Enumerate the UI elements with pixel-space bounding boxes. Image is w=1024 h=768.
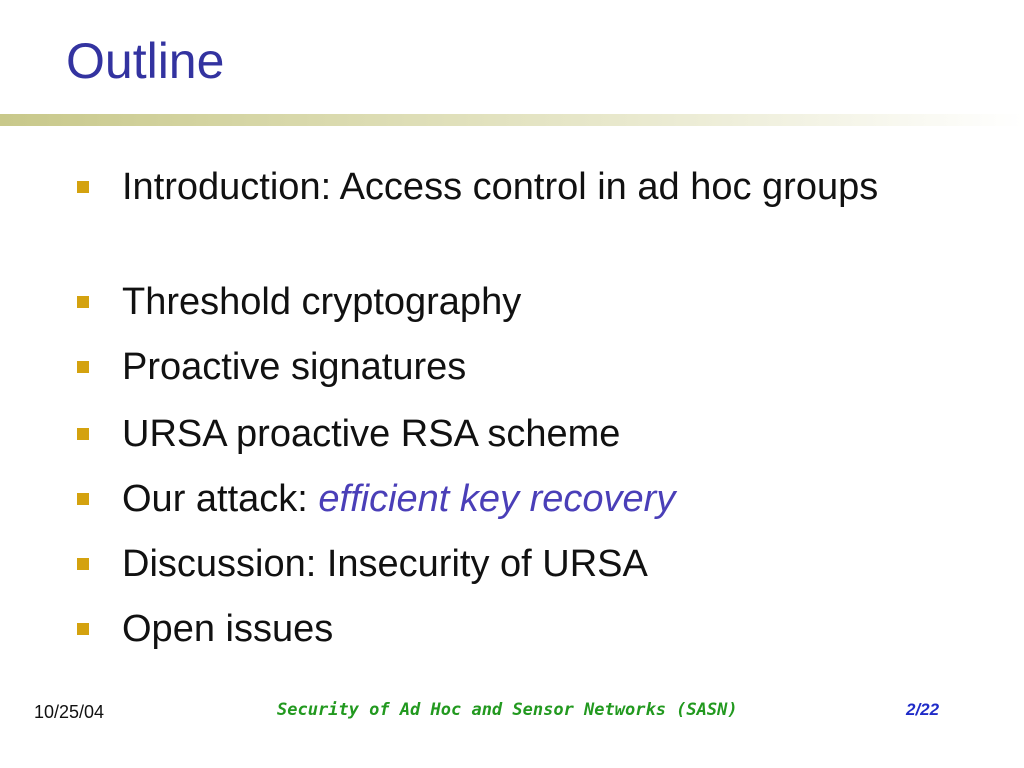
bullet-text-emphasis: efficient key recovery: [318, 478, 676, 520]
square-bullet-icon: [77, 296, 89, 308]
bullet-text: URSA proactive RSA scheme: [122, 413, 621, 455]
bullet-text: Discussion: Insecurity of URSA: [122, 543, 648, 585]
bullet-text: Introduction: Access control in ad hoc groups: [122, 166, 879, 208]
square-bullet-icon: [77, 558, 89, 570]
square-bullet-icon: [77, 181, 89, 193]
footer-title: Security of Ad Hoc and Sensor Networks (SASN): [277, 700, 738, 720]
bullet-text-plain: Our attack:: [122, 478, 319, 520]
bullet-text: Proactive signatures: [122, 346, 467, 388]
square-bullet-icon: [77, 493, 89, 505]
square-bullet-icon: [77, 623, 89, 635]
footer-date: 10/25/04: [34, 702, 105, 722]
bullet-text: [122, 472, 902, 526]
square-bullet-icon: [77, 361, 89, 373]
page-number: 2/22: [906, 700, 940, 719]
bullet-text: Open issues: [122, 608, 334, 650]
slide-title: Outline: [66, 33, 225, 89]
square-bullet-icon: [77, 428, 89, 440]
bullet-text: Threshold cryptography: [122, 281, 522, 323]
